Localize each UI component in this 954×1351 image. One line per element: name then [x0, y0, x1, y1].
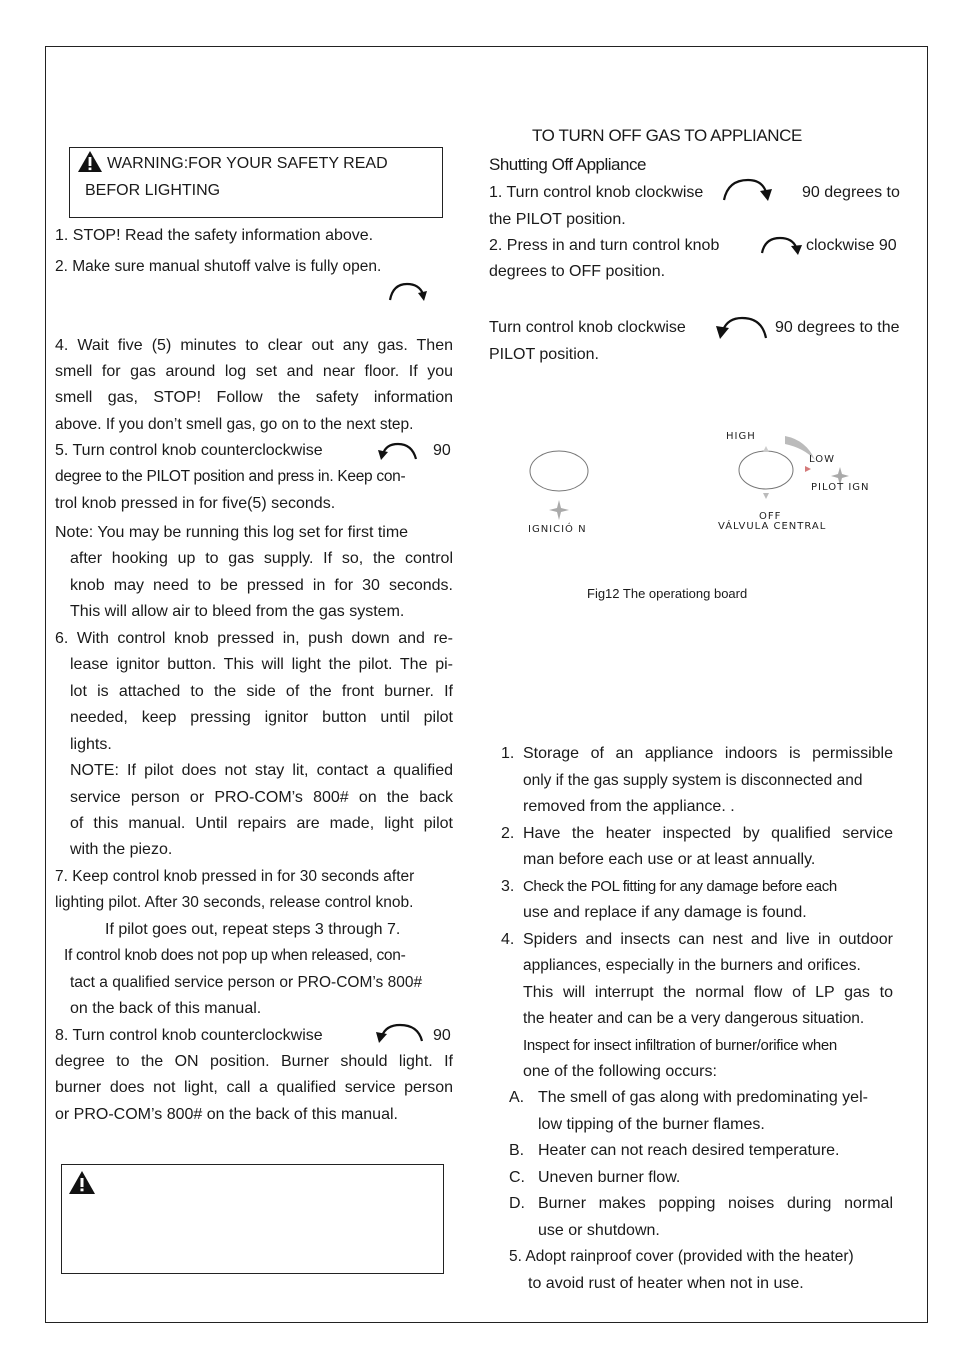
off-label: OFF	[759, 511, 782, 522]
storage-item-number: 2.	[501, 825, 515, 842]
item-5-line: 5. Adopt rainproof cover (provided with the heater)	[509, 1248, 854, 1265]
storage-item-line: Spiders and insects can nest and live in outdoor	[523, 931, 893, 948]
step-4-line: smell for gas around log set and near floor. If you	[55, 363, 453, 380]
sub-item-line: The smell of gas along with predominating yel-	[538, 1089, 868, 1106]
sub-item-line: Heater can not reach desired temperature.	[538, 1142, 840, 1159]
note-line: This will allow air to bleed from the gas system.	[70, 603, 405, 620]
step-5-line: trol knob pressed in for five(5) seconds.	[55, 495, 336, 512]
popup-line: tact a qualified service person or PRO-COM’s 800#	[70, 974, 423, 991]
section-subheading: Shutting Off Appliance	[489, 155, 646, 174]
ignition-button-icon	[530, 451, 588, 520]
storage-item-line: Check the POL fitting for any damage before each	[523, 878, 837, 895]
step-7-line: If pilot goes out, repeat steps 3 through 7.	[105, 921, 401, 938]
step-4-line: smell gas, STOP! Follow the safety information	[55, 389, 453, 406]
warning-title-line-2: BEFOR LIGHTING	[85, 182, 221, 199]
high-label: HIGH	[726, 431, 756, 442]
sub-item-letter: D.	[509, 1195, 525, 1212]
storage-item-line: This will interrupt the normal flow of LP gas to	[523, 984, 893, 1001]
storage-item-line: Have the heater inspected by qualified service	[523, 825, 893, 842]
warning-triangle-icon	[68, 1170, 96, 1195]
step-1: 1. STOP! Read the safety information above.	[55, 227, 374, 244]
step-6-line: lot is attached to the side of the front burner. If	[70, 683, 453, 700]
valvula-central-label: VÁLVULA CENTRAL	[718, 521, 827, 532]
shutoff-step-1: the PILOT position.	[489, 211, 626, 228]
note-2-line: with the piezo.	[70, 841, 173, 858]
storage-item-number: 4.	[501, 931, 515, 948]
note-line: after hooking up to gas supply. If so, the control	[70, 550, 453, 567]
sub-item-line: Burner makes popping noises during normal	[538, 1195, 893, 1212]
counterclockwise-arrow-icon	[374, 1021, 426, 1045]
step-6-line: 6. With control knob pressed in, push down and re-	[55, 630, 453, 647]
sub-item-letter: B.	[509, 1142, 525, 1159]
step-5-line: degree to the PILOT position and press in. Keep con-	[55, 468, 406, 485]
warning-title-line-1: WARNING:FOR YOUR SAFETY READ	[107, 155, 388, 172]
note-2-line: service person or PRO-COM’s 800# on the back	[70, 789, 453, 806]
turn-knob-line: 90 degrees to the	[775, 319, 900, 336]
step-8-line: degree to the ON position. Burner should light. If	[55, 1053, 453, 1070]
figure-caption: Fig12 The operationg board	[587, 586, 748, 601]
step-6-line: lease ignitor button. This will light the pilot. The pi-	[70, 656, 453, 673]
sub-item-line: low tipping of the burner flames.	[538, 1116, 765, 1133]
shutoff-step-2: 2. Press in and turn control knob	[489, 237, 720, 254]
step-2: 2. Make sure manual shutoff valve is fully open.	[55, 258, 382, 275]
sub-item-line: use or shutdown.	[538, 1222, 660, 1239]
step-7-line: 7. Keep control knob pressed in for 30 seconds after	[55, 868, 415, 885]
storage-item-line: removed from the appliance. .	[523, 798, 735, 815]
note-line: knob may need to be pressed in for 30 seconds.	[70, 577, 453, 594]
counterclockwise-arrow-icon	[714, 314, 770, 342]
storage-item-number: 3.	[501, 878, 515, 895]
step-4-line: above. If you don’t smell gas, go on to the next step.	[55, 416, 414, 433]
shutoff-step-1: 90 degrees to	[802, 184, 900, 201]
step-4-line: 4. Wait five (5) minutes to clear out any gas. Then	[55, 337, 453, 354]
low-label: LOW	[809, 454, 835, 465]
clockwise-arrow-icon	[385, 280, 429, 304]
step-8-line: 8. Turn control knob counterclockwise	[55, 1027, 323, 1044]
sub-item-line: Uneven burner flow.	[538, 1169, 681, 1186]
storage-item-line: use and replace if any damage is found.	[523, 904, 807, 921]
shutoff-step-2: degrees to OFF position.	[489, 263, 666, 280]
step-7-line: lighting pilot. After 30 seconds, release control knob.	[55, 894, 414, 911]
storage-item-line: Inspect for insect infiltration of burner/orifice when	[523, 1037, 837, 1054]
popup-line: If control knob does not pop up when released, con-	[64, 947, 406, 964]
popup-line: on the back of this manual.	[70, 1000, 262, 1017]
ignicion-label: IGNICIÓ N	[528, 524, 587, 535]
storage-item-line: one of the following occurs:	[523, 1063, 717, 1080]
step-6-line: lights.	[70, 736, 112, 753]
storage-item-line: man before each use or at least annually.	[523, 851, 816, 868]
section-heading: TO TURN OFF GAS TO APPLIANCE	[532, 126, 802, 145]
step-5-degree: 90	[433, 442, 451, 459]
storage-item-line: Storage of an appliance indoors is permissible	[523, 745, 893, 762]
note-line: Note: You may be running this log set for first time	[55, 524, 409, 541]
turn-knob-line: Turn control knob clockwise	[489, 319, 686, 336]
operating-board-diagram	[520, 420, 890, 550]
clockwise-arrow-icon	[720, 176, 774, 204]
item-5-line: to avoid rust of heater when not in use.	[528, 1275, 804, 1292]
caution-box	[61, 1164, 444, 1274]
shutoff-step-2: clockwise 90	[806, 237, 897, 254]
sub-item-letter: A.	[509, 1089, 525, 1106]
turn-knob-line: PILOT position.	[489, 346, 599, 363]
step-8-line: or PRO-COM’s 800# on the back of this manual.	[55, 1106, 398, 1123]
warning-triangle-icon	[77, 150, 103, 173]
step-8-degree: 90	[433, 1027, 451, 1044]
step-8-line: burner does not light, call a qualified service person	[55, 1079, 453, 1096]
sub-item-letter: C.	[509, 1169, 525, 1186]
counterclockwise-arrow-icon	[376, 440, 420, 462]
pilot-ign-label: PILOT IGN	[811, 482, 870, 493]
note-2-line: NOTE: If pilot does not stay lit, contact a qualified	[70, 762, 453, 779]
storage-item-number: 1.	[501, 745, 515, 762]
storage-item-line: only if the gas supply system is disconnected and	[523, 772, 863, 789]
storage-item-line: the heater and can be a very dangerous situation.	[523, 1010, 865, 1027]
clockwise-arrow-icon	[758, 234, 804, 256]
step-5-line: 5. Turn control knob counterclockwise	[55, 442, 323, 459]
shutoff-step-1: 1. Turn control knob clockwise	[489, 184, 704, 201]
note-2-line: of this manual. Until repairs are made, light pilot	[70, 815, 453, 832]
step-6-line: needed, keep pressing ignitor button until pilot	[70, 709, 453, 726]
storage-item-line: appliances, especially in the burners and orifices.	[523, 957, 861, 974]
